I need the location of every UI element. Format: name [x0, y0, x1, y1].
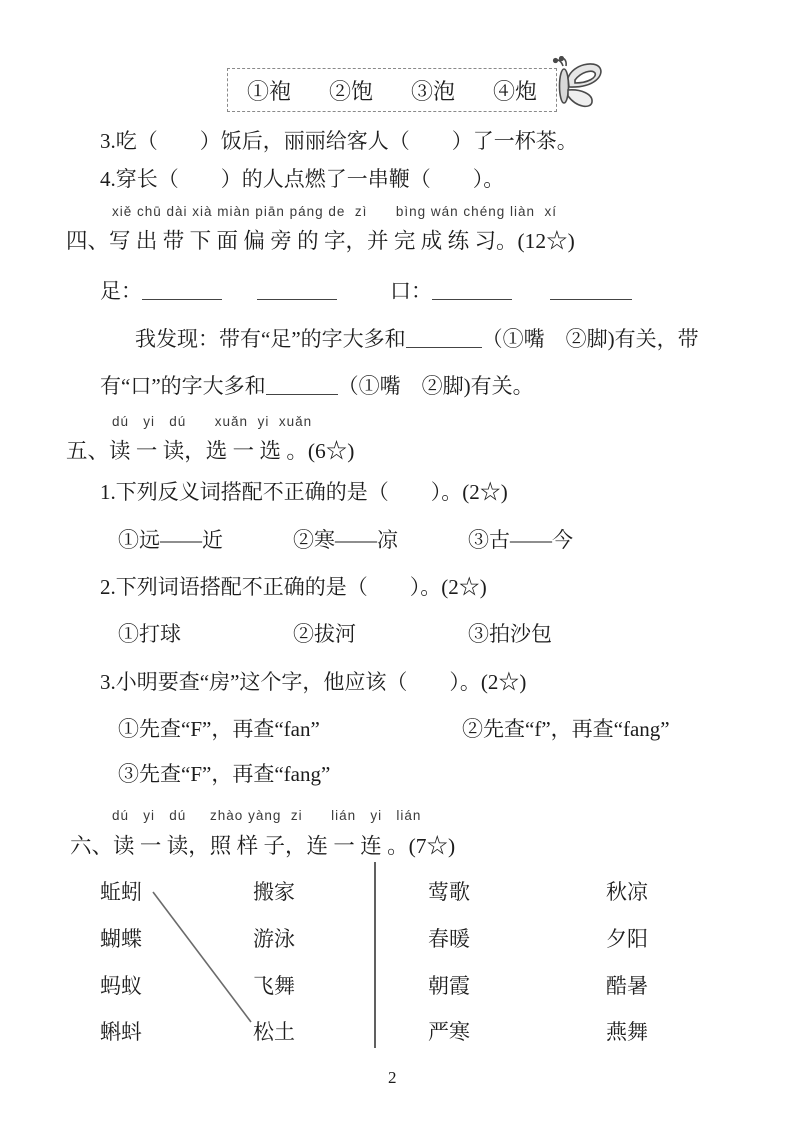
section4-heading: 四、写 出 带 下 面 偏 旁 的 字，并 完 成 练 习。(12☆) — [66, 229, 575, 253]
answer-blank — [142, 281, 222, 300]
radical-mouth-label: 口： — [390, 279, 432, 303]
butterfly-icon — [551, 56, 607, 120]
match-animal-3: 蚂蚁 — [100, 974, 142, 998]
match-action-4: 松土 — [253, 1020, 295, 1044]
word-option-box — [227, 68, 557, 112]
fill-question-4: 4.穿长（ ）的人点燃了一串鞭（ ）。 — [100, 167, 505, 191]
match-action-3: 飞舞 — [253, 974, 295, 998]
section6-pinyin: dú yi dú zhào yàng zi lián yi lián — [112, 808, 422, 823]
section5-heading: 五、读 一 读，选 一 选 。(6☆) — [66, 439, 355, 463]
section5-q2: 2.下列词语搭配不正确的是（ ）。(2☆) — [100, 575, 487, 599]
answer-blank — [266, 376, 338, 395]
discover-line-2 — [100, 373, 534, 399]
match-phrase-2: 春暖 — [428, 927, 470, 951]
section5-q2-option-3: ③拍沙包 — [468, 622, 552, 646]
section5-q1-option-1: ①远——近 — [118, 528, 223, 552]
fill-question-3: 3.吃（ ）饭后，丽丽给客人（ ）了一杯茶。 — [100, 129, 578, 153]
match-pair-1: 秋凉 — [606, 880, 648, 904]
answer-blank — [406, 329, 482, 348]
match-phrase-3: 朝霞 — [428, 974, 470, 998]
radical-foot-label: 足： — [100, 279, 142, 303]
section5-q1-option-3: ③古——今 — [468, 528, 573, 552]
discover-line1-text: 我发现：带有“足”的字大多和 — [135, 327, 406, 351]
section5-q2-option-1: ①打球 — [118, 622, 181, 646]
match-action-1: 搬家 — [253, 880, 295, 904]
match-phrase-4: 严寒 — [428, 1020, 470, 1044]
section5-pinyin: dú yi dú xuǎn yi xuǎn — [112, 414, 313, 429]
word-option-2: ②饱 — [328, 78, 373, 104]
match-animal-1: 蚯蚓 — [100, 880, 142, 904]
discover-line2-choices: （①嘴 ②脚)有关。 — [337, 374, 534, 398]
example-match-line — [0, 860, 793, 1060]
match-pair-2: 夕阳 — [606, 927, 648, 951]
section5-q3: 3.小明要查“房”这个字，他应该（ ）。(2☆) — [100, 670, 527, 694]
answer-blank — [432, 281, 512, 300]
match-animal-4: 蝌蚪 — [100, 1020, 142, 1044]
answer-blank — [257, 281, 337, 300]
discover-line2-text: 有“口”的字大多和 — [100, 374, 266, 398]
word-option-3: ③泡 — [410, 78, 455, 104]
section5-q1-option-2: ②寒——凉 — [293, 528, 398, 552]
section5-q1: 1.下列反义词搭配不正确的是（ ）。(2☆) — [100, 480, 508, 504]
section5-q2-option-2: ②拔河 — [293, 622, 356, 646]
discover-line-1 — [135, 326, 699, 352]
radical-mouth-row — [390, 278, 632, 304]
word-option-4: ④炮 — [492, 78, 537, 104]
word-option-1: ①袍 — [246, 78, 291, 104]
discover-line1-choices: （①嘴 ②脚)有关，带 — [481, 327, 699, 351]
radical-foot-row — [100, 278, 337, 304]
section4-pinyin: xiě chū dài xià miàn piān páng de zì bìng wán chéng liàn xí — [112, 204, 557, 219]
answer-blank — [550, 281, 632, 300]
section5-q3-option-2: ②先查“f”，再查“fang” — [462, 717, 670, 741]
section5-q3-option-1: ①先查“F”，再查“fan” — [118, 717, 320, 741]
page-number: 2 — [388, 1068, 397, 1087]
match-pair-4: 燕舞 — [606, 1020, 648, 1044]
match-action-2: 游泳 — [253, 927, 295, 951]
match-animal-2: 蝴蝶 — [100, 927, 142, 951]
section6-heading: 六、读 一 读，照 样 子，连 一 连 。(7☆) — [70, 834, 456, 858]
match-pair-3: 酷暑 — [606, 974, 648, 998]
section5-q3-option-3: ③先查“F”，再查“fang” — [118, 762, 331, 786]
match-phrase-1: 莺歌 — [428, 880, 470, 904]
